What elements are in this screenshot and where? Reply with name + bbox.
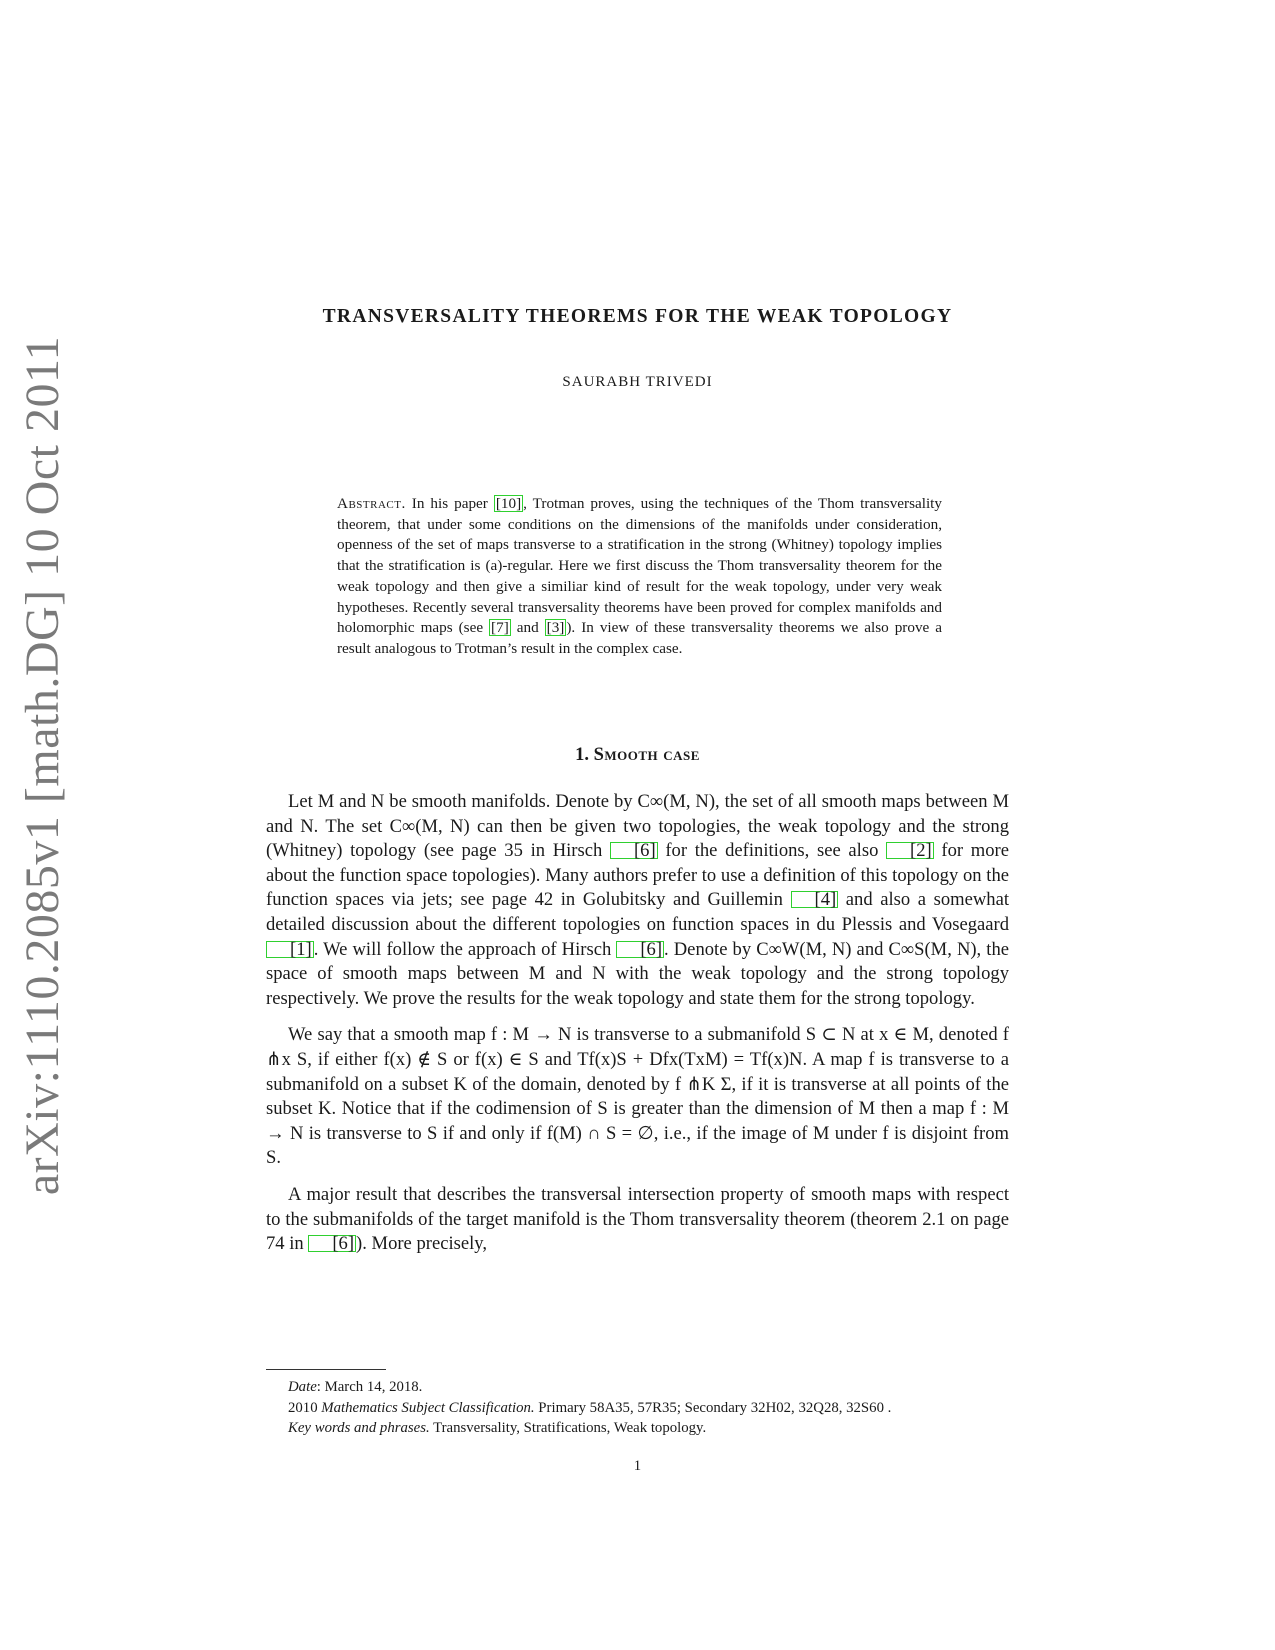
paragraph-text: and also a somewhat detailed discussion about the different topologies on function spaces in du Plessis and Vosegaard: [266, 889, 1009, 935]
paragraph-text: . Denote by C∞W(M, N) and C∞S(M, N), the space of smooth maps between M and N with the weak topology and the strong topology respectively. We prove the results for the weak topology and state them for the strong topology.: [266, 938, 1010, 1009]
footnote-keywords-value: Transversality, Stratifications, Weak topology.: [429, 1420, 707, 1436]
body-text: [266, 790, 1009, 1269]
footnote-date-value: : March 14, 2018.: [316, 1379, 423, 1395]
section-number: 1.: [575, 745, 589, 765]
abstract-text-2: , Trotman proves, using the techniques of the Thom transversality theorem, that under some conditions on the dimensions of the manifolds under consideration, openness of the set of maps transverse to a stratification in the strong (Whitney) topology implies that the stratification is (a)-regular. Here we first discuss the Thom transversality theorem for the weak topology and then give a similiar kind of result for the weak topology, under very weak hypotheses. Recently several transversality theorems have been proved for complex manifolds and holomorphic maps (see: [337, 495, 942, 637]
citation-link[interactable]: [2]: [886, 842, 934, 859]
paragraph-text: ). More precisely,: [356, 1233, 488, 1255]
abstract-text-3: and: [510, 619, 545, 637]
footnote-divider: [266, 1369, 386, 1370]
abstract-text-1: In his paper: [405, 495, 494, 512]
citation-link[interactable]: [6]: [308, 1235, 356, 1252]
citation-link[interactable]: [6]: [610, 842, 658, 859]
footnote-msc-label: Mathematics Subject Classification.: [321, 1399, 535, 1416]
citation-link[interactable]: [7]: [491, 619, 509, 637]
footnote-msc-value: Primary 58A35, 57R35; Secondary 32H02, 32Q28, 32S60 .: [534, 1399, 892, 1416]
section-title: Smooth case: [593, 745, 700, 765]
paragraph-2: We say that a smooth map f : M → N is transverse to a submanifold S ⊂ N at x ∈ M, denoted f ⋔x S, if either f(x) ∉ S or f(x) ∈ S and Tf(x)S + Dfx(TxM) = Tf(x)N. A map f is transverse to a submanifold on a subset K of the domain, denoted by f ⋔K Σ, if it is transverse at all points of the subset K. Notice that if the codimension of S is greater than the dimension of M then a map f : M → N is transverse to S if and only if f(M) ∩ S = ∅, i.e., if the image of M under f is disjoint from S.: [266, 1024, 1009, 1169]
citation-link[interactable]: [3]: [546, 619, 565, 637]
citation-link[interactable]: [10]: [495, 495, 522, 512]
paragraph-text: Let M and N be smooth manifolds. Denote by C∞(M, N), the set of all smooth maps between M and N. The set C∞(M, N) can then be given two topologies, the weak topology and the strong (Whitney) topology (see page 35 in Hirsch: [266, 791, 1009, 862]
abstract-text-4: ). In view of these transversality theorems we also prove a result analogous to Trotman’s result in the complex case.: [337, 619, 942, 657]
footnote-keywords: [266, 1418, 1009, 1439]
abstract: [337, 494, 942, 660]
paragraph-1: [266, 790, 1009, 1011]
footnote-keywords-label: Key words and phrases.: [288, 1420, 430, 1436]
paragraph-text: for the definitions, see also: [657, 840, 887, 862]
citation-link[interactable]: [1]: [266, 941, 314, 958]
paper-title: TRANSVERSALITY THEOREMS FOR THE WEAK TOPOLOGY: [322, 306, 953, 327]
footnote-msc: [266, 1398, 1009, 1419]
paragraph-text: A major result that describes the transversal intersection property of smooth maps with respect to the submanifolds of the target manifold is the Thom transversality theorem (theorem 2.1 on page 74 in: [266, 1183, 1009, 1255]
footnote-date-label: Date: [288, 1379, 317, 1395]
footnote-date: [266, 1377, 1009, 1398]
footnote-msc-year: 2010: [288, 1399, 322, 1416]
paper-author: SAURABH TRIVEDI: [562, 374, 713, 390]
page-number: 1: [633, 1458, 642, 1474]
paragraph-3: [266, 1183, 1009, 1257]
abstract-label: Abstract.: [337, 495, 406, 512]
arxiv-stamp-text: arXiv:1110.2085v1 [math.DG] 10 Oct 2011: [16, 335, 70, 1195]
footnotes: [266, 1377, 1009, 1439]
section-heading: [0, 745, 1275, 766]
paragraph-text: . We will follow the approach of Hirsch: [313, 938, 617, 960]
citation-link[interactable]: [4]: [791, 891, 839, 908]
paragraph-text: for more about the function space topologies). Many authors prefer to use a definition of this topology on the function spaces via jets; see page 42 in Golubitsky and Guillemin: [266, 840, 1009, 911]
citation-link[interactable]: [6]: [616, 941, 664, 958]
